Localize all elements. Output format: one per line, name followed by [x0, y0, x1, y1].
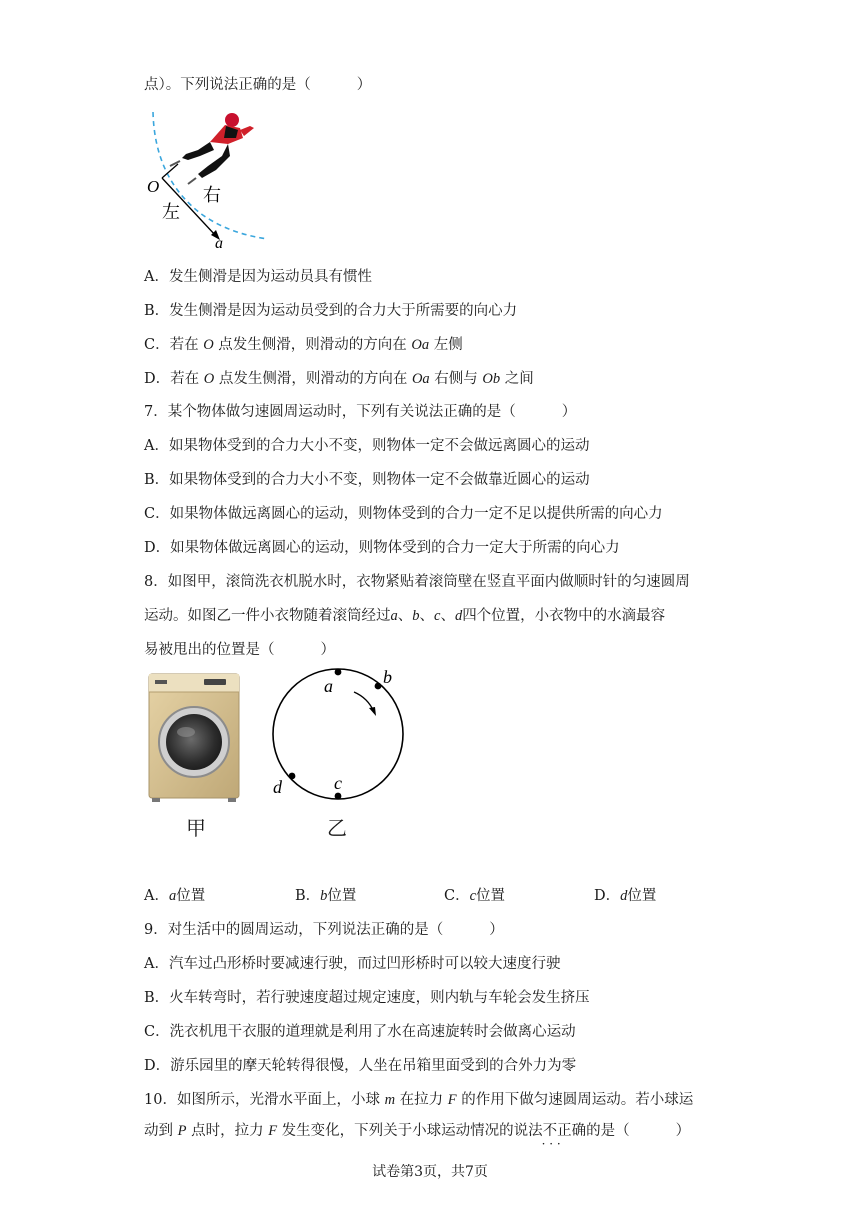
q8-option-c: C．c位置 [444, 888, 506, 904]
label-c: c [334, 773, 342, 793]
label-b: b [383, 667, 392, 687]
q9-option-d: D．游乐园里的摩天轮转得很慢，人坐在吊箱里面受到的合外力为零 [144, 1058, 577, 1074]
label-jia: 甲 [186, 818, 206, 840]
q8-line3: 易被甩出的位置是（ ） [144, 642, 335, 658]
q10-line2: 动到 P 点时，拉力 F 发生变化，下列关于小球运动情况的说法不正确 · · ·的是（ ） [144, 1119, 690, 1140]
q9-option-b: B．火车转弯时，若行驶速度超过规定速度，则内轨与车轮会发生挤压 [144, 990, 590, 1006]
point-c [335, 793, 342, 800]
skater-icon [170, 113, 254, 184]
q6-stem: 点）。下列说法正确的是（ ） [144, 77, 372, 93]
q6-option-d: D．若在 O 点发生侧滑，则滑动的方向在 Oa 右侧与 Ob 之间 [144, 371, 534, 387]
q6-option-c: C．若在 O 点发生侧滑，则滑动的方向在 Oa 左侧 [144, 337, 463, 353]
q9-option-a: A．汽车过凸形桥时要减速行驶，而过凹形桥时可以较大速度行驶 [144, 956, 561, 972]
point-d [289, 773, 296, 780]
label-left: 左 [162, 202, 180, 222]
q8-option-a: A．a位置 [144, 888, 206, 904]
washing-machine-figure [146, 672, 242, 804]
label-o: O [147, 177, 160, 196]
label-right: 右 [203, 185, 221, 205]
q10-line1: 10．如图所示，光滑水平面上，小球 m 在拉力 F 的作用下做匀速圆周运动。若小球运 [144, 1092, 694, 1108]
q7-option-a: A．如果物体受到的合力大小不变，则物体一定不会做远离圆心的运动 [144, 438, 590, 454]
q7-stem: 7．某个物体做匀速圆周运动时，下列有关说法正确的是（ ） [144, 404, 577, 420]
emphasis-text: 不正确 · · · [543, 1123, 587, 1139]
q8-line1: 8．如图甲，滚筒洗衣机脱水时，衣物紧贴着滚筒壁在竖直平面内做顺时针的匀速圆周 [144, 574, 690, 590]
drum-circle-figure [268, 662, 413, 807]
label-a: a [324, 676, 333, 696]
q7-option-c: C．如果物体做远离圆心的运动，则物体受到的合力一定不足以提供所需的向心力 [144, 506, 663, 522]
label-d: d [273, 777, 282, 797]
label-yi: 乙 [327, 818, 347, 840]
page-footer: 试卷第3页，共7页 [372, 1164, 488, 1180]
q9-option-c: C．洗衣机甩干衣服的道理就是利用了水在高速旋转时会做离心运动 [144, 1024, 576, 1040]
point-b [375, 683, 382, 690]
q8-option-b: B．b位置 [295, 888, 357, 904]
q7-option-d: D．如果物体做远离圆心的运动，则物体受到的合力一定大于所需的向心力 [144, 540, 620, 556]
label-a: a [215, 235, 223, 252]
skater-figure [140, 108, 275, 253]
point-a [335, 669, 342, 676]
q6-option-b: B．发生侧滑是因为运动员受到的合力大于所需要的向心力 [144, 303, 518, 319]
q7-option-b: B．如果物体受到的合力大小不变，则物体一定不会做靠近圆心的运动 [144, 472, 590, 488]
q8-option-d: D．d位置 [594, 888, 657, 904]
q9-stem: 9．对生活中的圆周运动，下列说法正确的是（ ） [144, 922, 504, 938]
q6-option-a: A．发生侧滑是因为运动员具有惯性 [144, 269, 372, 285]
q8-line2: 运动。如图乙一件小衣物随着滚筒经过a、b、c、d四个位置，小衣物中的水滴最容 [144, 608, 666, 624]
